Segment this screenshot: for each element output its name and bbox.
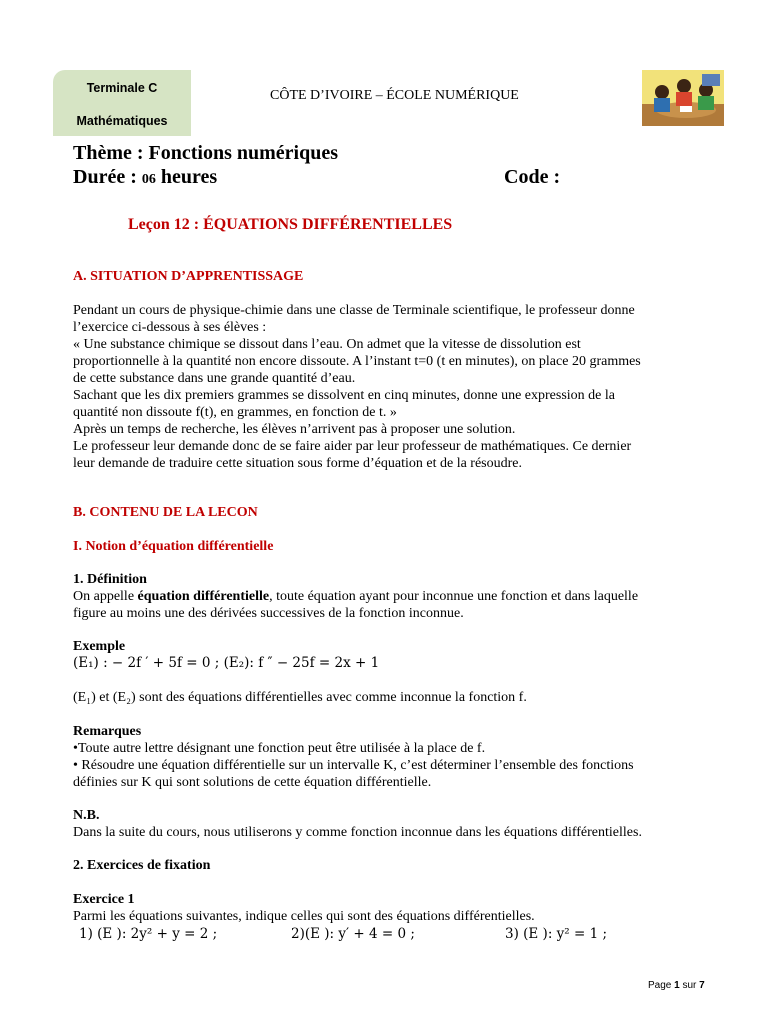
example-text: (E₁) et (E₂) sont des équations différentielles avec comme inconnue la fonction f. [73, 690, 527, 705]
situation-line: Pendant un cours de physique-chimie dans une classe de Terminale scientifique, le professeur donne [73, 303, 635, 318]
example-equations: (E₁) : − 2f ′ + 5f = 0 ; (E₂): f ″ − 25f = 2x + 1 [73, 655, 380, 671]
definition-title: 1. Définition [73, 572, 147, 587]
situation-line: quantité non dissoute f(t), en grammes, en fonction de t. » [73, 405, 397, 420]
lesson-title: Leçon 12 : ÉQUATIONS DIFFÉRENTIELLES [128, 216, 453, 233]
page-separator: sur [679, 980, 700, 991]
definition-line [73, 588, 638, 605]
situation-line: leur demande de traduire cette situation sous forme d’équation et de la résoudre. [73, 456, 522, 471]
example-title: Exemple [73, 639, 126, 654]
students-illustration-icon [642, 70, 724, 126]
exercise-item: 3) (E ): y² = 1 ; [505, 926, 608, 942]
situation-line: Après un temps de recherche, les élèves n’arrivent pas à proposer une solution. [73, 422, 516, 437]
level-badge [53, 70, 191, 136]
subsection-title: I. Notion d’équation différentielle [73, 539, 274, 554]
definition-line: figure au moins une des dérivées successives de la fonction inconnue. [73, 606, 464, 621]
exercise-item: 1) (E ): 2y² + y = 2 ; [79, 926, 218, 942]
section-a-heading: A. SITUATION D’APPRENTISSAGE [73, 269, 304, 284]
duration-label: Durée : [73, 166, 142, 188]
nb-title: N.B. [73, 808, 100, 823]
exercises-title: 2. Exercices de fixation [73, 858, 211, 873]
badge-subject: Mathématiques [76, 114, 168, 128]
situation-line: de cette substance dans une grande quantité d’eau. [73, 371, 356, 386]
country-header: CÔTE D’IVOIRE – ÉCOLE NUMÉRIQUE [270, 88, 519, 103]
remark-item: définies sur K qui sont solutions de cette équation différentielle. [73, 775, 432, 790]
page-total: 7 [699, 980, 705, 991]
situation-line: proportionnelle à la quantité non encore dissoute. A l’instant t=0 (t en minutes), on place 20 grammes [73, 354, 641, 369]
duration-unit: heures [155, 166, 218, 188]
page-number [648, 980, 705, 991]
situation-line: Sachant que les dix premiers grammes se dissolvent en cinq minutes, donne une expression de la [73, 388, 615, 403]
definition-text: On appelle [73, 589, 138, 604]
remarks-title: Remarques [73, 724, 142, 739]
duration-value: 06 [141, 172, 156, 187]
page-prefix: Page [648, 980, 675, 991]
exercise-1-text: Parmi les équations suivantes, indique celles qui sont des équations différentielles. [73, 909, 535, 924]
theme-title: Thème : Fonctions numériques [73, 142, 338, 164]
duration [73, 166, 217, 189]
definition-term: équation différentielle [137, 589, 270, 604]
badge-level: Terminale C [86, 81, 158, 95]
definition-text: , toute équation ayant pour inconnue une fonction et dans laquelle [269, 589, 639, 604]
nb-text: Dans la suite du cours, nous utiliserons y comme fonction inconnue dans les équations différentielles. [73, 825, 642, 840]
exercise-1-title: Exercice 1 [73, 892, 135, 907]
exercise-item: 2)(E ): y′ + 4 = 0 ; [291, 926, 415, 942]
situation-line: l’exercice ci-dessous à ses élèves : [73, 320, 267, 335]
situation-line: Le professeur leur demande donc de se faire aider par leur professeur de mathématiques. Ce dernier [73, 439, 632, 454]
remark-item: • Résoudre une équation différentielle sur un intervalle K, c’est déterminer l’ensemble des fonctions [73, 758, 634, 773]
remark-item: •Toute autre lettre désignant une fonction peut être utilisée à la place de f. [73, 741, 486, 756]
code-label: Code : [504, 166, 561, 188]
situation-line: « Une substance chimique se dissout dans l’eau. On admet que la vitesse de dissolution est [73, 337, 581, 352]
section-b-heading: B. CONTENU DE LA LECON [73, 505, 258, 520]
page-current: 1 [674, 980, 680, 991]
